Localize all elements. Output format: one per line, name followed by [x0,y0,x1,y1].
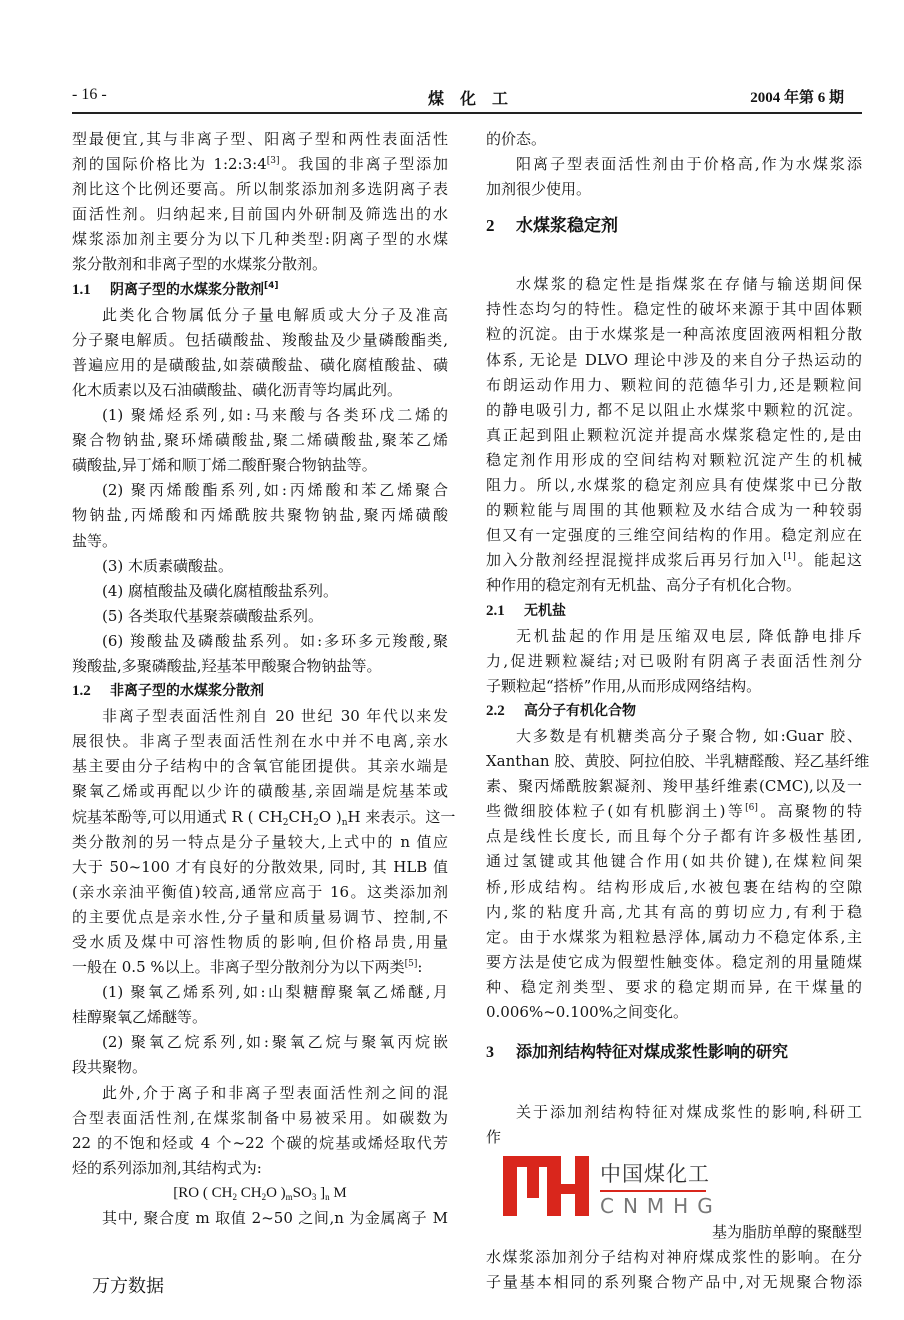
text-line: 布朗运动作用力、颗粒间的范德华引力,还是颗粒间 [486,375,862,394]
text-line: 子颗粒起“搭桥”作用,从而形成网络结构。 [486,676,762,695]
text-line: 粒的沉淀。由于水煤浆是一种高浓度固液两相粗分散 [486,325,862,344]
text-line: 桂醇聚氧乙烯醚等。 [72,1008,208,1027]
text-run: ] [316,1184,326,1201]
section-number: 1.1 [72,281,91,298]
text-line [72,955,448,980]
text-line: 关于添加剂结构特征对煤成浆性的影响,科研工 [516,1103,862,1122]
section-title: 高分子有机化合物 [524,702,636,719]
watermark-english-text: CNMHG [600,1194,722,1218]
text-line: 内,浆的粘度升高,尤其有高的剪切应力,有利于稳 [486,902,862,921]
paragraph [72,1030,448,1080]
subscript: m [285,1191,293,1202]
text-line: 大于 50~100 才有良好的分散效果, 同时, 其 HLB 值 [72,857,448,876]
text-line: (6) 羧酸盐及磷酸盐系列。如:多环多元羧酸,聚 [102,631,448,650]
citation: [4] [264,280,279,291]
text-line: (亲水亲油平衡值)较高,通常应高于 16。这类添加剂 [72,882,448,901]
issue-label: 2004 年第 6 期 [750,90,844,106]
section-number: 2 [486,216,495,236]
section-heading [486,1025,862,1100]
paragraph [72,478,448,553]
formula [72,1181,448,1206]
watermark-chinese-text: 中国煤化工 [600,1162,710,1186]
text-line: 阳离子型表面活性剂由于价格高,作为水煤浆添 [516,155,862,174]
text-line: 展很快。非离子型表面活性剂在水中并不电离,亲水 [72,732,448,751]
text-line: 煤浆添加剂主要分为以下几种类型:阴离子型的水煤 [72,230,448,249]
paragraph [486,152,862,202]
text-line: Xanthan 胶、黄胶、阿拉伯胶、半乳糖醛酸、羟乙基纤维 [486,752,870,771]
text-line [486,799,862,824]
paragraph [486,624,862,699]
right-column [486,127,870,1296]
text-line: 聚氧乙烯或再配以少许的磺酸基,亲固端是烷基苯或 [72,782,448,801]
paragraph [72,127,448,278]
text-line: 型最便宜,其与非离子型、阳离子型和两性表面活性 [72,130,448,148]
text-line: 段共聚物。 [72,1058,148,1077]
paragraph [486,1220,862,1245]
section-heading [72,278,448,303]
text-run: 剂的国际价格比为 1:2:3:4 [72,155,267,174]
text-line: 化木质素以及石油磺酸盐、磺化沥青等均属此列。 [72,380,403,399]
citation: [6] [745,803,758,814]
text-run: 烷基苯酚等,可以用通式 R ( CH [72,807,283,826]
subscript: 2 [313,817,319,828]
section-title: 水煤浆稳定剂 [516,216,618,237]
section-number: 1.2 [72,683,91,700]
paragraph [72,704,456,980]
text-line: 此外,介于离子和非离子型表面活性剂之间的混 [102,1083,448,1102]
text-line: (4) 腐植酸盐及磺化腐植酸盐系列。 [102,581,339,600]
text-line: 盐等。 [72,531,118,550]
mh-logo-icon [503,1156,595,1218]
text-line: 但又有一定强度的三维空间结构的作用。稳定剂应在 [486,526,862,545]
paragraph [72,303,448,403]
text-line: 的主要优点是亲水性,分子量和质量易调节、控制,不 [72,907,448,926]
paragraph [72,980,448,1030]
text-line: 类分散剂的另一特点是分子量较大,上式中的 n 值应 [72,832,448,851]
paragraph [486,1100,862,1150]
subscript: 2 [232,1191,237,1202]
text-run: M [329,1184,347,1201]
left-column [72,127,456,1231]
section-number: 2.2 [486,702,505,719]
text-line: 聚合物钠盐,聚环烯磺酸盐,聚二烯磺酸盐,聚苯乙烯 [72,431,448,450]
text-line: (2) 聚丙烯酸酯系列,如:丙烯酸和苯乙烯聚合 [102,481,448,500]
text-run: 一般在 0.5 %以上。非离子型分散剂分为以下两类 [72,958,405,977]
text-line: 作 [486,1128,502,1147]
paragraph [72,579,448,604]
paragraph [486,272,862,598]
text-line: (5) 各类取代基聚萘磺酸盐系列。 [102,606,324,625]
text-line: 水煤浆添加剂分子结构对神府煤成浆性的影响。在分 [486,1248,862,1267]
text-run: O ) [318,807,342,826]
header-rule [72,112,862,114]
text-run: : [417,958,423,977]
text-line: 此类化合物属低分子量电解质或大分子及准高 [102,305,448,324]
paragraph [72,1206,448,1231]
text-line: 通过氢键或其他键合作用(如共价键),在煤粒间架 [486,852,862,871]
text-run: 。高聚物的特 [757,802,862,821]
text-line: 受水质及煤中可溶性物质的影响,但价格昂贵,用量 [72,933,448,951]
text-line: (1) 聚烯烃系列,如:马来酸与各类环戊二烯的 [102,406,448,425]
text-line: 磺酸盐,异丁烯和顺丁烯二酸酐聚合物钠盐等。 [72,456,377,475]
citation: [1] [783,552,796,563]
text-line [486,548,862,573]
paragraph [72,629,448,679]
page-number: - 16 - [72,86,107,103]
text-line: 22 的不饱和烃或 4 个~22 个碳的烷基或烯烃取代芳 [72,1133,448,1152]
text-line: 面活性剂。归纳起来,目前国内外研制及筛选出的水 [72,205,448,224]
subscript: 2 [282,817,289,828]
subscript: n [325,1191,330,1202]
text-line: 羧酸盐,多聚磷酸盐,羟基苯甲酸聚合物钠盐等。 [72,656,382,675]
watermark-underline [600,1190,706,1192]
text-line: 桥,形成结构。结构形成后,水被包裹在结构的空隙 [486,877,862,896]
text-line: 大多数是有机糖类高分子聚合物, 如:Guar 胶、 [516,726,862,745]
text-line: 烃的系列添加剂,其结构式为: [72,1158,262,1177]
text-line: (2) 聚氧乙烷系列,如:聚氧乙烷与聚氧丙烷嵌 [102,1033,448,1052]
text-line: 真正起到阻止颗粒沉淀并提高水煤浆稳定性的,是由 [486,425,862,444]
text-line: 子量基本相同的系列聚合物产品中,对无规聚合物添 [486,1273,862,1292]
text-line: 水煤浆的稳定性是指煤浆在存储与输送期间保 [516,275,862,294]
text-line: 合型表面活性剂,在煤浆制备中易被采用。如碳数为 [72,1108,448,1127]
paragraph [72,554,448,579]
text-line: 阻力。所以,水煤浆的稳定剂应具有使煤浆中已分散 [486,476,862,495]
section-title: 无机盐 [524,602,566,619]
text-line: 种、稳定剂类型、要求的稳定期而异, 在干煤量的 [486,977,862,996]
text-run: 。我国的非离子型添加 [279,155,448,174]
text-line: (3) 木质素磺酸盐。 [102,556,234,575]
text-line: 普遍应用的是磺酸盐,如萘磺酸盐、磺化腐植酸盐、磺 [72,355,448,374]
text-line: 要方法是使它成为假塑性触变体。稳定剂的用量随煤 [486,952,862,971]
paragraph [72,1081,448,1181]
journal-name: 煤化工 [428,89,525,108]
text-line: 加剂很少使用。 [486,180,592,199]
paragraph [72,403,448,478]
text-run: O ) [266,1184,286,1201]
paragraph [486,724,870,1025]
section-heading [72,679,448,704]
section-title: 非离子型的水煤浆分散剂 [110,683,264,700]
section-number: 2.1 [486,602,505,619]
section-number: 3 [486,1044,494,1062]
text-line: 物钠盐,丙烯酸和丙烯酰胺共聚物钠盐,聚丙烯磺酸 [72,506,448,525]
section-heading [486,699,862,724]
text-run: CH [288,807,314,826]
text-run: 加入分散剂经捏混搅拌成浆后再另行加入 [486,551,784,570]
section-heading [486,202,862,272]
text-line: 的静电吸引力, 都不足以阻止水煤浆中颗粒的沉淀。 [486,400,862,419]
paragraph [72,604,448,629]
footer-source: 万方数据 [92,1276,164,1297]
citation: [5] [404,959,418,970]
paragraph [72,1181,448,1206]
text-line: 定。由于水煤浆为粗粒悬浮体,属动力不稳定体系,主 [486,927,862,946]
text-line: 基为脂肪单醇的聚醚型 [711,1223,862,1242]
text-line: 的颗粒能与周围的其他颗粒及水结合成为一种较弱 [486,501,862,520]
text-run: 些微细胶体粒子(如有机膨润土)等 [486,802,746,821]
text-line: 体系, 无论是 DLVO 理论中涉及的来自分子热运动的 [486,350,862,369]
text-line: 稳定剂作用形成的空间结构对颗粒沉淀产生的机械 [486,450,862,469]
text-line: 种作用的稳定剂有无机盐、高分子有机化合物。 [486,576,802,595]
text-run: CH [236,1184,262,1201]
text-run: SO [292,1184,312,1201]
section-heading [486,599,862,624]
text-line: 的价态。 [486,130,547,148]
text-line: 非离子型表面活性剂自 20 世纪 30 年代以来发 [102,707,448,726]
text-line: (1) 聚氧乙烯系列,如:山梨糖醇聚氧乙烯醚,月 [102,983,448,1002]
text-line: 持性态均匀的特性。稳定性的破坏来源于其中固体颗 [486,300,862,319]
text-line: 分子聚电解质。包括磺酸盐、羧酸盐及少量磷酸酯类, [72,330,448,349]
text-line: 素、聚丙烯酰胺絮凝剂、羧甲基纤维素(CMC),以及一 [486,777,862,796]
text-line: 其中, 聚合度 m 取值 2~50 之间,n 为金属离子 M [102,1209,448,1228]
subscript: n [341,817,348,828]
subscript: 2 [261,1191,267,1202]
section-title: 阴离子型的水煤浆分散剂 [110,281,264,298]
text-run: H 来表示。这一 [347,807,456,826]
paragraph [486,1245,862,1295]
subscript: 3 [311,1191,317,1202]
text-line [72,152,448,177]
text-line: 剂比这个比例还要高。所以制浆添加剂多选阴离子表 [72,180,448,199]
text-line: 0.006%~0.100%之间变化。 [486,1003,688,1021]
text-run: 。能起这 [795,551,862,570]
text-run: [RO ( CH [173,1184,233,1201]
citation: [3] [266,156,280,167]
text-line: 浆分散剂和非离子型的水煤浆分散剂。 [72,255,328,274]
section-title: 添加剂结构特征对煤成浆性影响的研究 [516,1042,789,1062]
text-line: 力,促进颗粒凝结;对已吸附有阴离子表面活性剂分 [486,651,862,670]
paragraph [486,127,862,152]
text-line [72,805,456,830]
text-line: 基主要由分子结构中的含氧官能团提供。其亲水端是 [72,757,448,776]
watermark-logo [503,1156,733,1220]
text-line: 点是线性长度长, 而且每个分子都有许多极性基团, [486,827,862,846]
text-line: 无机盐起的作用是压缩双电层, 降低静电排斥 [516,626,862,645]
